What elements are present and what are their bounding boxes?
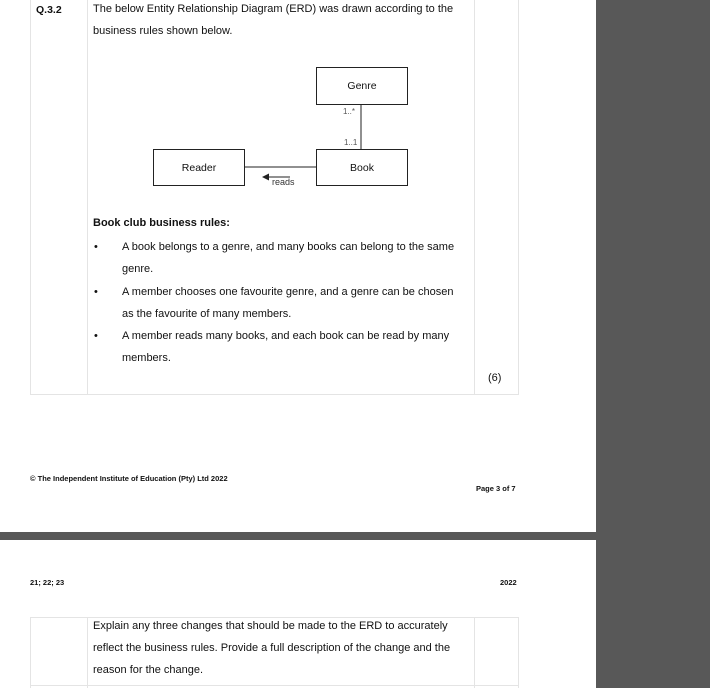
footer-page-number: Page 3 of 7 [476,484,516,493]
header-year: 2022 [500,578,517,587]
rules-heading: Book club business rules: [93,217,230,229]
table-border-bottom [30,394,519,395]
reads-arrow-icon [262,174,269,181]
multiplicity-genre-end: 1..* [343,107,356,116]
entity-genre-label: Genre [347,80,377,92]
table-border-col2 [474,617,475,688]
question-number: Q.3.2 [36,4,62,16]
header-module-codes: 21; 22; 23 [30,578,65,587]
multiplicity-book-end: 1..1 [344,138,358,147]
business-rule-3: A member reads many books, and each book can be read by many members. [122,330,450,364]
relationship-label-reads: reads [272,177,295,187]
question-intro: The below Entity Relationship Diagram (ERD) was drawn according to the business rules shown below. [93,3,454,37]
business-rule-1: A book belongs to a genre, and many books can belong to the same genre. [122,241,455,275]
footer-copyright: © The Independent Institute of Education (Pty) Ltd 2022 [30,474,228,483]
table-border-col1 [87,617,88,688]
table-border-left [30,617,31,688]
erd-connectors [0,0,596,220]
bullet-icon: • [94,330,98,342]
bullet-icon: • [94,286,98,298]
entity-book-label: Book [350,161,374,174]
table-border-bottom [30,685,519,686]
marks-allocation: (6) [488,372,502,384]
entity-reader-label: Reader [181,161,217,174]
bullet-icon: • [94,241,98,253]
document-page-4 [0,540,596,688]
table-border-right [518,617,519,688]
business-rule-2: A member chooses one favourite genre, and a genre can be chosen as the favourite of many members. [122,286,454,320]
question-explain-changes: Explain any three changes that should be made to the ERD to accurately reflect the business rules. Provide a full description of the change and the reason for the change. [93,620,451,676]
